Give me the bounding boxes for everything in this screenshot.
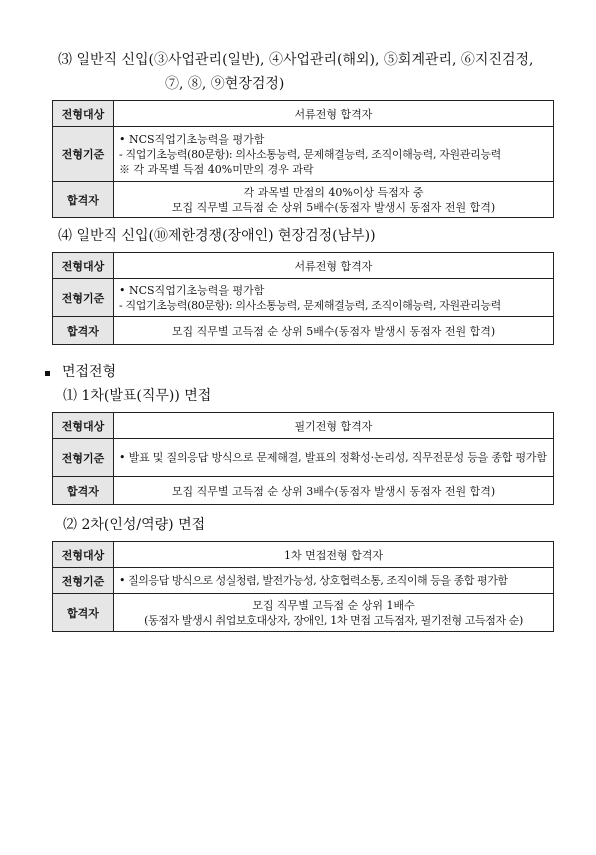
section-3-heading: ⑶ 일반직 신입(③사업관리(일반), ④사업관리(해외), ⑤회계관리, ⑥지진검정, xyxy=(58,52,534,68)
criteria-line: - 직업기초능력(80문항): 의사소통능력, 문제해결능력, 조직이해능력, 자원관리능력 xyxy=(119,298,501,312)
criteria-line: • NCS직업기초능력을 평가함 xyxy=(119,132,265,146)
table-row xyxy=(53,182,554,218)
row-label: 전형기준 xyxy=(53,439,114,477)
section-3-heading-cont: ⑦, ⑧, ⑨현장검정) xyxy=(165,76,285,92)
table-row xyxy=(53,594,554,632)
section-4-heading: ⑷ 일반직 신입(⑩제한경쟁(장애인) 현장검정(남부)) xyxy=(58,228,376,244)
row-value: 모집 직무별 고득점 순 상위 3배수(동점자 발생시 동점자 전원 합격) xyxy=(114,477,554,505)
section-4-table xyxy=(52,252,554,345)
interview-1-table xyxy=(52,412,554,505)
table-row xyxy=(53,413,554,439)
row-value: 1차 면접전형 합격자 xyxy=(114,542,554,568)
table-row xyxy=(53,317,554,345)
criteria-text: • 질의응답 방식으로 성실청렴, 발전가능성, 상호협력소통, 조직이해 등을 종합 평가함 xyxy=(119,574,508,587)
row-label: 합격자 xyxy=(53,477,114,505)
row-label: 전형대상 xyxy=(53,101,114,127)
row-label: 합격자 xyxy=(53,182,114,218)
row-value xyxy=(114,568,554,594)
row-label: 전형기준 xyxy=(53,279,114,317)
row-value: 서류전형 합격자 xyxy=(114,253,554,279)
interview-2-heading: ⑵ 2차(인성/역량) 면접 xyxy=(63,517,206,533)
result-line: 모집 직무별 고득점 순 상위 5배수(동점자 발생시 동점자 전원 합격) xyxy=(171,200,496,214)
result-line: 각 과목별 만점의 40%이상 득점자 중 xyxy=(243,185,424,199)
table-row xyxy=(53,568,554,594)
interview-2-table xyxy=(52,541,554,632)
row-value xyxy=(114,439,554,477)
table-row xyxy=(53,542,554,568)
criteria-line: ※ 각 과목별 득점 40%미만의 경우 과락 xyxy=(119,162,314,176)
row-value xyxy=(114,594,554,632)
row-value xyxy=(114,182,554,218)
row-value xyxy=(114,127,554,182)
row-value: 필기전형 합격자 xyxy=(114,413,554,439)
section-3-table xyxy=(52,100,554,218)
table-row xyxy=(53,253,554,279)
criteria-text: • 발표 및 질의응답 방식으로 문제해결, 발표의 정확성·논리성, 직무전문성 등을 종합 평가함 xyxy=(119,451,547,464)
row-value: 모집 직무별 고득점 순 상위 5배수(동점자 발생시 동점자 전원 합격) xyxy=(114,317,554,345)
result-line: 모집 직무별 고득점 순 상위 1배수 xyxy=(252,598,415,612)
table-row xyxy=(53,477,554,505)
row-label: 합격자 xyxy=(53,317,114,345)
row-label: 전형기준 xyxy=(53,127,114,182)
row-label: 전형대상 xyxy=(53,413,114,439)
table-row xyxy=(53,439,554,477)
table-row xyxy=(53,279,554,317)
interview-title: 면접전형 xyxy=(62,364,117,380)
interview-1-heading: ⑴ 1차(발표(직무)) 면접 xyxy=(63,388,212,404)
row-value: 서류전형 합격자 xyxy=(114,101,554,127)
table-row xyxy=(53,127,554,182)
row-label: 전형대상 xyxy=(53,253,114,279)
row-label: 전형기준 xyxy=(53,568,114,594)
result-line: (동점자 발생시 취업보호대상자, 장애인, 1차 면접 고득점자, 필기전형 고득점자 순) xyxy=(144,613,523,627)
criteria-line: • NCS직업기초능력을 평가함 xyxy=(119,283,265,297)
row-value xyxy=(114,279,554,317)
criteria-line: - 직업기초능력(80문항): 의사소통능력, 문제해결능력, 조직이해능력, 자원관리능력 xyxy=(119,147,501,161)
row-label: 합격자 xyxy=(53,594,114,632)
table-row xyxy=(53,101,554,127)
square-bullet-icon xyxy=(45,371,50,376)
row-label: 전형대상 xyxy=(53,542,114,568)
